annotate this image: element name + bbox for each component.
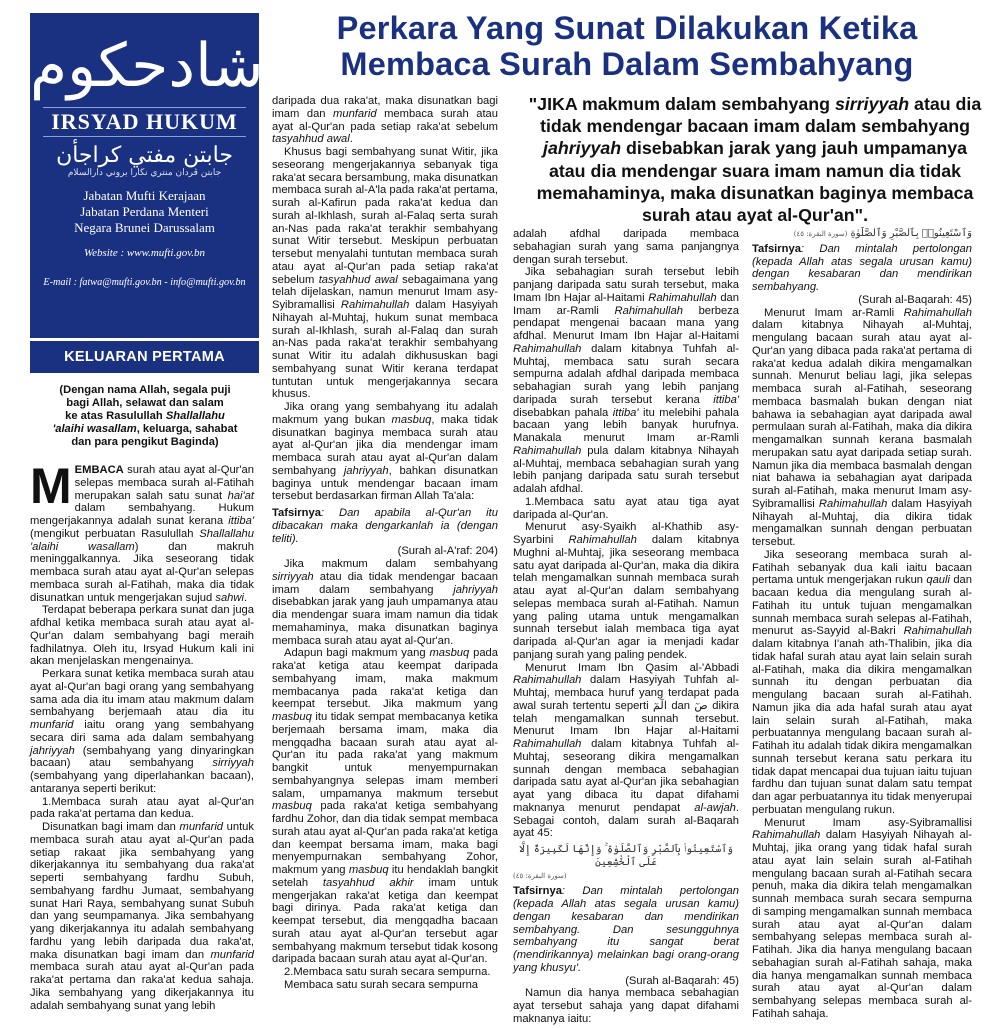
text: (sembahyang yang diperlahankan bacaan), antaranya seperti berikut:	[30, 770, 254, 795]
text: pula dalam kitabnya Nihayah al-Muhtaj, membaca sebahagian surah yang lebih panjang daripada satu surah tersebut adalah afdhal.	[513, 444, 739, 495]
text: surah atau ayat al-Qur'an selepas membaca surah al-Fatihah merupakan salah satu sunat	[74, 464, 254, 502]
issue-badge: KELUARAN PERTAMA	[30, 341, 259, 373]
brand-title: IRSYAD HUKUM	[43, 107, 246, 137]
italic-term: Rahimahullah	[513, 674, 582, 687]
quote-italic: sirriyyah	[834, 94, 910, 114]
italic-term: munfarid	[179, 821, 224, 833]
intro-italic: Shallallahu	[165, 410, 225, 422]
italic-term: Rahimahullah	[340, 299, 410, 311]
italic-term: Shallallahu 'alaihi wasallam	[30, 527, 254, 553]
quran-verse	[752, 228, 972, 241]
text: (sembahyang yang dinyaringkan bacaan) atau sembahyang	[30, 744, 254, 770]
text: membaca surah atau ayat al-Qur'an pada raka'at pertama dan raka'at kedua sahaja. Jika sembahyang yang dikerjakannya itu adalah sembahyang sunat yang lebih	[30, 961, 254, 1012]
italic-term: masbuq	[348, 864, 389, 876]
text: dalam Hasyiyah Nihayah al-Muhtaj, hukum sunat membaca surah al-Ikhlash, surah al-Falaq dan surah an-Nas pada raka'at terakhir sembahyang sunat Witir itu adalah dikhususkan bagi sembahyang sunat Witir kerana terdapat tuntutan untuk mengerjakannya secara khusus.	[272, 299, 498, 401]
tafsir-text: : Dan apabila al-Qur'an itu dibacakan maka dengarkanlah ia (dengan teliti).	[272, 507, 498, 545]
italic-term: ittiba'	[228, 515, 254, 527]
text: dalam Hasyiyah Nihayah al-Muhtaj, jika orang yang tidak hafal surah atau ayat lain selain surah al-Fatihah mengulang bacaan surah al-Fatihah secara penuh, maka dia dikira telah mengamalkan sunnah membaca surah secara sempurna di samping mengamalkan sunnah membaca surah atau ayat al-Qur'an dalam sembahyang selepas membaca surah al-Fatihah. Jika dia hanya mengulang bacaan sebahagian surah al-Fatihah sahaja, maka dia hanya mengamalkan sunnah membaca surah atau ayat al-Qur'an dalam sembahyang selepas membaca surah al-Fatihah sahaja.	[752, 829, 972, 1020]
org-name	[30, 188, 259, 236]
paragraph	[30, 821, 254, 1012]
text: Adapun bagi makmum yang	[284, 647, 430, 660]
italic-term: jahriyyah	[453, 583, 498, 596]
italic-term: munfarid	[333, 107, 377, 120]
contact-info	[30, 246, 259, 290]
text: dan	[666, 699, 695, 712]
text: (mengikut perbuatan Rasulullah	[30, 527, 200, 540]
text: Menurut Imam asy-Syibramallisi	[764, 816, 972, 829]
article-title	[262, 10, 992, 82]
paragraph	[30, 458, 255, 604]
paragraph	[752, 817, 972, 1021]
intro-text: , keluarga, sahabat	[136, 423, 238, 435]
text: dalam kitabnya Mughni al-Muhtaj, jika seseorang membaca satu ayat daripada al-Qur'an, maka dia dikira telah mengamalkan sunnah membaca surah atau ayat al-Qur'an dalam sembahyang selepas membaca surah al-Fatihah. Namun yang paling utama untuk mengamalkan sunnah tersebut ialah membaca tiga ayat daripada al-Qur'an agar ia menjadi kadar panjang surah yang paling pendek.	[513, 534, 740, 661]
text: .	[349, 133, 353, 146]
text: pada raka'at ketiga sembahyang fardhu Zohor, dan dia tidak sempat membaca surah atau ayat al-Qur'an pada raka'at ketiga dan keempat bersama imam, maka bagi menyempurnakan sembahyang Zohor, makmum yang	[272, 800, 498, 876]
italic-term: Rahimahullah	[903, 625, 972, 638]
italic-term: qauli	[926, 574, 950, 587]
arabic-subtitle-small: جابتن ڤردان منتري نڬارا بروني دارالسلام	[67, 168, 222, 178]
paragraph: Namun dia hanya membaca sebahagian ayat tersebut sahaja yang dapat difahami maknanya iaitu:	[513, 987, 739, 1025]
quote-text: disebabkan jarak yang jauh umpamanya atau dia mendengar suara imam namun dia tidak memahaminya, maka disunatkan baginya membaca surah atau ayat al-Qur'an".	[536, 138, 974, 226]
arabic-logo: إرشادحكوم	[30, 31, 310, 101]
text: dikira telah mengamalkan sunnah tersebut. Menurut Imam Ibn Hajar al-Haitami	[513, 699, 739, 738]
paragraph	[272, 558, 498, 647]
text: Jika sebahagian surah tersebut lebih panjang daripada satu surah tersebut, maka Imam Ibn Hajar al-Haitami	[513, 266, 739, 304]
paragraph	[272, 95, 498, 146]
column-4	[752, 228, 972, 1021]
text: membaca surah atau ayat al-Qur'an pada setiap raka'at sebelum	[272, 107, 498, 133]
quote-text: atau dia tidak mendengar bacaan imam dalam sembahyang	[540, 94, 982, 137]
paragraph: adalah afdhal daripada membaca sebahagian surah yang sama panjangnya dengan surah tersebut.	[513, 228, 739, 266]
intro-line: dan para pengikut Baginda)	[71, 436, 219, 448]
paragraph	[513, 521, 739, 661]
italic-term: tasyahhud awal	[272, 133, 350, 146]
title-line-2: Membaca Surah Dalam Sembahyang	[340, 46, 914, 82]
italic-term: Rahimahullah	[614, 304, 683, 317]
text: .	[243, 591, 248, 604]
text: itu tidak sempat membacanya ketika berjemaah bersama imam, maka dia mengqadha bacaan surah atau ayat al-Qur'an itu pada raka'at yang makmum bangkit untuk menyempurnakan sembahyangnya selepas imam memberi salam, umpamanya makmum tersebut	[272, 711, 498, 800]
intro-line: (Dengan nama Allah, segala puji	[59, 384, 231, 396]
text: , maka tidak disunatkan baginya membaca surah atau ayat al-Qur'an jika dia mendengar imam membaca surah atau ayat al-Qur'an dalam sembahyang	[272, 413, 498, 477]
verse-reference: (سورة البقرة: ٤٥)	[793, 230, 848, 238]
text: daripada dua raka'at, maka disunatkan bagi imam dan	[272, 95, 498, 120]
tafsir-reference: (Surah al-Baqarah: 45)	[858, 293, 972, 306]
italic-term: tasyahhud awal	[318, 273, 398, 286]
verse-text: وَٱسْتَعِينُوا۟ بِٱلصَّبْرِ وَٱلصَّلَوٰةِ	[850, 228, 972, 239]
text: dalam sembahyang. Hukum mengerjakannya adalah sunat kerana	[30, 502, 254, 527]
text: untuk membaca surah atau ayat al-Qur'an pada setiap rakaat jika sembahyang yang dikerjakannya itu sembahyang dua raka'at seperti sembahyang fardhu Subuh, sembahyang fardhu Jumaat, sembahyang sunat Hari Raya, sembahyang sunat Subuh dan yang seumpamanya. Jika sembahyang yang dikerjakannya itu adalah sembahyang fardhu yang lebih daripada dua raka'at, maka disunatkan bagi imam dan	[30, 821, 254, 961]
website-text: Website : www.mufti.gov.bn	[83, 247, 206, 259]
text: Jika makmum dalam sembahyang	[284, 558, 498, 570]
paragraph: 1.Membaca satu ayat atau tiga ayat daripada al-Qur'an.	[513, 495, 739, 521]
email-text: E-mail : fatwa@mufti.gov.bn - info@mufti.gov.bn	[43, 277, 246, 288]
intro-line	[40, 410, 250, 423]
text: itu hendaklah bangkit setelah	[272, 864, 498, 889]
text: disebabkan jarak yang jauh umpamanya atau dia mendengar suara imam namun dia tidak memahaminya, maka disunatkan baginya membaca surah atau ayat al-Qur'an.	[272, 596, 498, 647]
lead-word: EMBACA	[74, 464, 124, 476]
text: Disunatkan bagi imam dan	[42, 821, 180, 833]
text: Khusus bagi sembahyang sunat Witir, jika seseorang mengerjakannya sebanyak tiga raka'at secara bersambung, maka disunatkan membaca surah al-A'la pada raka'at pertama, surah al-Kafirun pada raka'at kedua dan surah al-Ikhlash, surah al-Falaq serta surah an-Nas pada raka'at terakhir sembahyang sunat Witir tersebut. Meskipun perbuatan tersebut menyalahi tuntutan membaca surah atau ayat al-Qur'an pada setiap raka'at sebelum	[272, 146, 499, 286]
italic-term: munfarid	[30, 719, 74, 731]
paragraph: Terdapat beberapa perkara sunat dan juga afdhal ketika membaca surah atau ayat al-Qur'an dalam sembahyang bagi meraih fadhilatnya. Oleh itu, Irsyad Hukum kali ini akan menjelaskan mengenainya.	[30, 604, 254, 668]
paragraph	[752, 307, 972, 549]
text: Menurut Imam ar-Ramli	[764, 306, 904, 319]
text: Jika seseorang membaca surah al-Fatihah sebanyak dua kali iaitu bacaan pertama untuk mengerjakan rukun	[752, 548, 972, 587]
tafsir-text: : Dan mintalah pertolongan (kepada Allah atas segala urusan kamu) dengan kesabaran dan mendirikan sembahyang. Dan sesungguhnya sembahyang itu sangat berat (mendirikannya) melainkan bagi orang-orang yang khusyu'.	[513, 885, 739, 974]
italic-term: Rahimahullah	[648, 291, 717, 304]
italic-term: sirriyyah	[212, 757, 254, 770]
italic-term: masbuq	[391, 413, 432, 426]
text: dan bacaan kedua dia mengulang surah al-Fatihah itu untuk tujuan mengamalkan sunnah membaca surah selepas al-Fatihah, menurut as-Sayyid al-Bakri	[752, 574, 972, 638]
paragraph: 2.Membaca satu surah secara sempurna.	[284, 966, 491, 978]
tafsir	[272, 507, 498, 545]
tafsir-label: Tafsirnya	[752, 242, 801, 255]
tafsir-reference: (Surah al-Baqarah: 45)	[625, 974, 739, 987]
italic-term: hai'at	[227, 489, 254, 502]
text: Perkara sunat ketika membaca surah atau ayat al-Qur'an bagi orang yang sembahyang sama ada dia itu imam atau makmum dalam sembahyang berjemaah atau dia itu	[30, 668, 254, 719]
arabic-subtitle: جابتن مفتي كراجأن	[56, 143, 233, 168]
text: Menurut asy-Syaikh al-Khathib asy-Syarbini	[513, 521, 739, 546]
text: iaitu orang yang sembahyang secara diri sama ada dalam sembahyang	[30, 719, 254, 744]
italic-term: ittiba'	[713, 393, 739, 406]
text: dalam kitabnya Tuhfah al-Muhtaj, seseorang dikira mengamalkan sunnah dengan membaca sebahagian daripada satu ayat al-Qur'an jika sebahagian ayat yang dibaca itu dapat difahami maknanya menurut pendapat	[513, 738, 739, 814]
tafsir-reference: (Surah al-A'raf: 204)	[397, 545, 498, 558]
intro-italic: 'alaihi wasallam	[52, 423, 137, 435]
text: pada raka'at ketiga atau keempat daripada sembahyang imam, maka makmum membacanya pada raka'at ketiga dan keempat tersebut. Jika makmum yang	[272, 647, 498, 711]
text: , bahkan disunatkan baginya untuk mendengar bacaan imam tersebut berdasarkan firman Allah Ta'ala:	[272, 464, 498, 503]
text: berbeza pendapat mengenai bacaan mana yang afdhal. Menurut Imam Ibn Hajar al-Haitami	[513, 304, 740, 342]
column-2	[272, 95, 498, 992]
text: . Sebagai contoh, dalam surah al-Baqarah ayat 45:	[513, 801, 739, 840]
tafsir	[752, 243, 972, 294]
column-1	[30, 458, 255, 1012]
tafsir-text: : Dan mintalah pertolongan (kepada Allah atas segala urusan kamu) dengan kesabaran dan mendirikan sembahyang.	[752, 242, 972, 293]
text: ) dan makruh meninggalkannya. Jika seseorang tidak membaca surah atau ayat al-Qur'an selepas membaca surah al-Fatihah, maka dia tidak disunatkan untuk mengerjakan sujud	[30, 540, 255, 604]
italic-term: masbuq	[429, 647, 470, 660]
column-3	[513, 228, 739, 1026]
text: dalam kitabnya I'anah ath-Thalibin, jika dia tidak hafal surah atau ayat lain selain surah al-Fatihah, maka dia dikira mengamalkan sunnah itu dengan perbuatan dia mengulang bacaan surah al-Fatihah. Namun jika dia ada hafal surah atau ayat lain selain surah al-Fatihah, maka perbuatannya mengulang bacaan surah al-Fatihah itu adalah tidak dikira mengamalkan sunnah tersebut kerana satu perkara itu tidak dapat mencapai dua tujuan iaitu tujuan fardhu dan tujuan sunat dalam satu tempat dan agar perbuatannya itu tidak menyerupai perbuatan mengulang rukun.	[752, 638, 972, 816]
italic-term: masbuq	[272, 711, 312, 723]
paragraph	[513, 266, 739, 496]
italic-term: sirriyyah	[272, 570, 314, 583]
italic-term: Rahimahullah	[818, 497, 888, 510]
tafsir-label: Tafsirnya	[513, 885, 562, 898]
text: Menurut Imam Ibn Qasim al-'Abbadi	[525, 661, 739, 674]
intro-blessing	[40, 384, 250, 449]
org-line-2: Jabatan Perdana Menteri	[80, 204, 209, 219]
paragraph: 1.Membaca surah atau ayat al-Qur'an pada raka'at pertama dan kedua.	[30, 795, 254, 821]
text: atau dia tidak mendengar bacaan imam dalam sembahyang	[272, 570, 498, 596]
paragraph	[30, 668, 254, 796]
paragraph	[752, 549, 972, 817]
masthead	[30, 13, 310, 338]
tafsir	[513, 885, 739, 974]
italic-term: ittiba'	[612, 406, 639, 419]
paragraph	[272, 401, 498, 503]
italic-term: Rahimahullah	[752, 829, 821, 842]
text: dalam Hasyiyah Tuhfah al-Muhtaj, membaca huruf yang terdapat pada awal surah tertentu seperti	[513, 674, 739, 712]
paragraph: Membaca satu surah secara sempurna	[284, 978, 479, 991]
text: dan Imam ar-Ramli	[513, 291, 739, 317]
text: dalam Hasyiyah Nihayah al-Muhtaj, dia dikira tidak mengamalkan sunnah dengan perbuatan tersebut.	[752, 497, 972, 548]
italic-term: Rahimahullah	[513, 342, 582, 355]
italic-term: Rahimahullah	[513, 444, 582, 457]
text: dalam kitabnya Nihayah al-Muhtaj, mengulang bacaan surah atau ayat al-Qur'an yang dibaca pada raka'at pertama di raka'at kedua adalah dikira mengamalkan sunnah. Menurut beliau lagi, jika selepas membaca surah al-Fatihah, seseorang membaca basmalah bukan dengan niat bahawa ia sebahagian ayat daripada awal permulaan surah al-Fatihah, maka dia dikira mengamalkan sunnah kerana basmalah merupakan satu ayat daripada setiap surah. Namun jika dia membaca basmalah dengan niat bahawa ia sebahagian ayat daripada surah al-Fatihah, maka menurut Imam asy-Syibramallisi	[752, 319, 972, 510]
italic-term: munfarid	[210, 948, 254, 961]
intro-line: bagi Allah, selawat dan salam	[66, 397, 224, 409]
paragraph	[272, 146, 498, 401]
text: disebabkan pahala	[513, 406, 613, 419]
italic-term: jahriyyah	[343, 464, 389, 477]
intro-text: ke atas Rasulullah	[65, 410, 166, 422]
org-line-1: Jabatan Mufti Kerajaan	[83, 188, 206, 203]
text: sebagaimana yang telah dijelaskan, namun menurut Imam asy-Syibramallisi	[272, 273, 498, 311]
quran-verse: وَٱسْتَعِينُوا۟ بِٱلصَّبْرِ وَٱلصَّلَوٰةِ ۚ وَإِنَّهَا لَكَبِيرَةٌ إِلَّا عَلَى ٱلْخَٰشِعِينَ	[518, 844, 734, 868]
italic-term: sahwi	[215, 591, 244, 604]
text: imam untuk mengerjakan raka'at ketiga dan keempat bagi dirinya. Pada raka'at ketiga dan keempat tersebut, dia mengqadha bacaan surah atau ayat al-Qur'an tersebut agar sembahyang makmum tersebut tidak kosong daripada bacaan surah atau ayat al-Qur'an.	[272, 876, 498, 966]
italic-term: Rahimahullah	[903, 306, 972, 319]
italic-term: masbuq	[272, 800, 312, 813]
text: Jika orang yang sembahyang itu adalah makmum yang bukan	[272, 401, 498, 426]
title-line-1: Perkara Yang Sunat Dilakukan Ketika	[336, 10, 918, 46]
quote-text: "JIKA makmum dalam sembahyang	[528, 94, 835, 114]
org-line-3: Negara Brunei Darussalam	[74, 220, 215, 235]
italic-term: al-awjah	[694, 801, 736, 814]
pull-quote	[525, 93, 985, 226]
drop-cap: M	[30, 458, 72, 514]
italic-term: Rahimahullah	[568, 534, 637, 546]
paragraph	[272, 647, 498, 966]
arabic-letters: الٓمٓ	[652, 699, 667, 712]
arabic-letters: صٓ	[694, 699, 708, 712]
verse-reference: (سورة البقرة: ٤٥)	[513, 871, 567, 880]
paragraph	[513, 662, 739, 841]
italic-term: jahriyyah	[30, 744, 75, 757]
intro-line	[40, 423, 250, 436]
text: itu melebihi pahala bacaan yang lebih banyak hurufnya. Manakala menurut Imam ar-Ramli	[513, 406, 739, 444]
italic-term: Rahimahullah	[513, 738, 582, 750]
quote-italic: jahriyyah	[543, 138, 622, 159]
italic-term: tasyahhud akhir	[322, 876, 414, 889]
tafsir-label: Tafsirnya	[272, 507, 321, 519]
text: dalam kitabnya Tuhfah al-Muhtaj, membaca satu surah secara sempurna adalah afdhal daripada membaca sebahagian surah yang lebih panjang daripada surah tersebut kerana	[513, 342, 739, 406]
